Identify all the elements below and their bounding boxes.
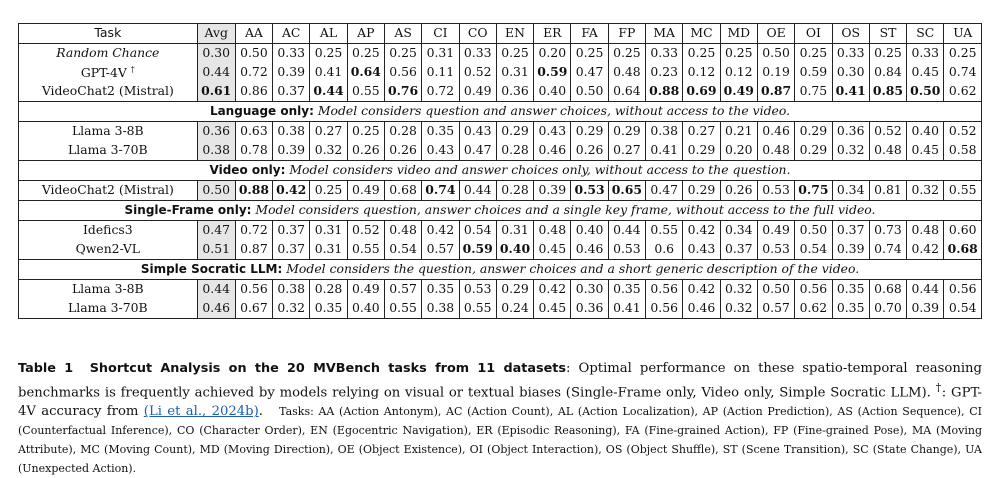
section-header [19, 260, 982, 280]
avg-value: 0.36 [197, 122, 235, 142]
task-value-ap: 0.25 [347, 44, 384, 64]
task-value-al: 0.41 [310, 63, 347, 82]
model-name: VideoChat2 (Mistral) [41, 182, 174, 198]
model-name-cell [19, 44, 198, 64]
task-value-sc: 0.50 [907, 82, 944, 102]
task-value-ma: 0.23 [646, 63, 683, 82]
header-task-sc: SC [907, 24, 944, 44]
task-value-co: 0.44 [459, 181, 496, 201]
task-value-mc: 0.29 [683, 181, 720, 201]
header-task-ma: MA [646, 24, 683, 44]
model-name-cell [19, 63, 198, 82]
task-value-oe: 0.19 [757, 63, 794, 82]
task-value-fp: 0.48 [608, 63, 645, 82]
task-value-er: 0.20 [534, 44, 571, 64]
task-value-ua: 0.52 [944, 122, 982, 142]
avg-value: 0.46 [197, 299, 235, 319]
task-value-md: 0.25 [720, 44, 757, 64]
task-value-al: 0.35 [310, 299, 347, 319]
task-value-ac: 0.39 [273, 141, 310, 161]
task-value-mc: 0.43 [683, 240, 720, 260]
section-header-row [19, 201, 982, 221]
task-value-ac: 0.37 [273, 240, 310, 260]
task-value-aa: 0.88 [235, 181, 272, 201]
task-value-ua: 0.58 [944, 141, 982, 161]
section-header-row [19, 161, 982, 181]
task-value-oe: 0.53 [757, 240, 794, 260]
task-value-ac: 0.42 [273, 181, 310, 201]
task-value-aa: 0.56 [235, 280, 272, 300]
task-value-ac: 0.33 [273, 44, 310, 64]
task-value-md: 0.49 [720, 82, 757, 102]
caption-dagger: † [935, 381, 942, 394]
task-value-sc: 0.45 [907, 63, 944, 82]
task-value-as: 0.55 [384, 299, 421, 319]
task-value-ci: 0.57 [422, 240, 459, 260]
task-value-ci: 0.72 [422, 82, 459, 102]
header-task-co: CO [459, 24, 496, 44]
task-value-sc: 0.45 [907, 141, 944, 161]
model-name-cell [19, 82, 198, 102]
task-value-mc: 0.27 [683, 122, 720, 142]
header-task-os: OS [832, 24, 869, 44]
task-value-er: 0.45 [534, 240, 571, 260]
header-task-fp: FP [608, 24, 645, 44]
avg-value: 0.38 [197, 141, 235, 161]
header-task-er: ER [534, 24, 571, 44]
task-value-oi: 0.29 [795, 141, 832, 161]
table-row [19, 63, 982, 82]
task-value-st: 0.68 [869, 280, 906, 300]
task-value-co: 0.47 [459, 141, 496, 161]
task-value-ap: 0.55 [347, 240, 384, 260]
task-value-as: 0.56 [384, 63, 421, 82]
task-value-en: 0.28 [496, 181, 533, 201]
task-value-ap: 0.40 [347, 299, 384, 319]
task-value-md: 0.20 [720, 141, 757, 161]
task-value-sc: 0.39 [907, 299, 944, 319]
section-header [19, 201, 982, 221]
section-header-row [19, 102, 982, 122]
task-value-co: 0.54 [459, 221, 496, 241]
task-value-ma: 0.41 [646, 141, 683, 161]
task-value-oe: 0.87 [757, 82, 794, 102]
avg-value: 0.44 [197, 63, 235, 82]
task-value-fa: 0.26 [571, 141, 608, 161]
model-name-cell [19, 280, 198, 300]
task-value-ac: 0.38 [273, 280, 310, 300]
task-value-st: 0.52 [869, 122, 906, 142]
task-value-os: 0.34 [832, 181, 869, 201]
task-value-oi: 0.59 [795, 63, 832, 82]
task-value-oe: 0.57 [757, 299, 794, 319]
task-value-os: 0.33 [832, 44, 869, 64]
task-value-mc: 0.29 [683, 141, 720, 161]
task-value-aa: 0.78 [235, 141, 272, 161]
task-value-st: 0.48 [869, 141, 906, 161]
task-value-ua: 0.56 [944, 280, 982, 300]
task-value-st: 0.73 [869, 221, 906, 241]
task-value-er: 0.45 [534, 299, 571, 319]
task-value-en: 0.36 [496, 82, 533, 102]
task-value-co: 0.55 [459, 299, 496, 319]
task-value-ma: 0.88 [646, 82, 683, 102]
task-value-oe: 0.48 [757, 141, 794, 161]
task-value-en: 0.40 [496, 240, 533, 260]
task-value-co: 0.53 [459, 280, 496, 300]
task-value-er: 0.48 [534, 221, 571, 241]
section-header [19, 161, 982, 181]
table-row [19, 280, 982, 300]
header-task-mc: MC [683, 24, 720, 44]
avg-value: 0.50 [197, 181, 235, 201]
task-value-md: 0.21 [720, 122, 757, 142]
task-value-st: 0.81 [869, 181, 906, 201]
task-value-as: 0.76 [384, 82, 421, 102]
task-value-ap: 0.49 [347, 280, 384, 300]
table-row [19, 141, 982, 161]
task-value-mc: 0.25 [683, 44, 720, 64]
table-row [19, 122, 982, 142]
task-value-st: 0.74 [869, 240, 906, 260]
task-value-en: 0.29 [496, 122, 533, 142]
caption-title: Shortcut Analysis on the 20 MVBench tasks from 11 datasets [89, 361, 567, 376]
task-value-oi: 0.50 [795, 221, 832, 241]
model-name-cell [19, 122, 198, 142]
task-value-er: 0.40 [534, 82, 571, 102]
task-value-mc: 0.46 [683, 299, 720, 319]
task-value-er: 0.39 [534, 181, 571, 201]
task-value-sc: 0.44 [907, 280, 944, 300]
task-value-ma: 0.33 [646, 44, 683, 64]
task-value-al: 0.27 [310, 122, 347, 142]
task-value-md: 0.12 [720, 63, 757, 82]
header-task-md: MD [720, 24, 757, 44]
task-value-al: 0.25 [310, 181, 347, 201]
caption-dagger-text: : GPT-4V accuracy from [18, 385, 983, 420]
task-value-ac: 0.37 [273, 82, 310, 102]
task-value-st: 0.25 [869, 44, 906, 64]
task-value-as: 0.54 [384, 240, 421, 260]
task-value-oi: 0.75 [795, 181, 832, 201]
header-task-ap: AP [347, 24, 384, 44]
model-name: Llama 3-70B [68, 142, 148, 158]
avg-value: 0.51 [197, 240, 235, 260]
table-caption [18, 359, 982, 478]
task-value-fp: 0.44 [608, 221, 645, 241]
task-value-as: 0.48 [384, 221, 421, 241]
task-value-os: 0.41 [832, 82, 869, 102]
section-label: Simple Socratic LLM: [140, 262, 283, 277]
task-value-co: 0.59 [459, 240, 496, 260]
task-value-ac: 0.39 [273, 63, 310, 82]
model-name: Idefics3 [83, 222, 133, 238]
task-value-ua: 0.60 [944, 221, 982, 241]
task-value-ac: 0.37 [273, 221, 310, 241]
task-value-oe: 0.50 [757, 280, 794, 300]
model-name-cell [19, 240, 198, 260]
task-value-al: 0.31 [310, 221, 347, 241]
task-value-ua: 0.62 [944, 82, 982, 102]
task-value-md: 0.34 [720, 221, 757, 241]
task-value-er: 0.43 [534, 122, 571, 142]
task-value-mc: 0.42 [683, 221, 720, 241]
task-value-aa: 0.72 [235, 63, 272, 82]
model-name: Llama 3-70B [68, 300, 148, 316]
header-task-ua: UA [944, 24, 982, 44]
table-header-row [19, 24, 982, 44]
task-value-ap: 0.26 [347, 141, 384, 161]
task-value-fa: 0.25 [571, 44, 608, 64]
model-name-cell [19, 221, 198, 241]
task-value-ua: 0.74 [944, 63, 982, 82]
header-task: Task [19, 24, 198, 44]
model-name: Llama 3-8B [71, 281, 144, 297]
task-value-ap: 0.25 [347, 122, 384, 142]
task-value-md: 0.26 [720, 181, 757, 201]
task-value-sc: 0.40 [907, 122, 944, 142]
task-value-fp: 0.41 [608, 299, 645, 319]
section-label: Video only: [209, 163, 286, 178]
table-body [19, 44, 982, 319]
task-value-ci: 0.35 [422, 280, 459, 300]
task-value-aa: 0.86 [235, 82, 272, 102]
table-row [19, 44, 982, 64]
task-value-en: 0.24 [496, 299, 533, 319]
task-value-sc: 0.33 [907, 44, 944, 64]
task-value-ci: 0.11 [422, 63, 459, 82]
avg-value: 0.61 [197, 82, 235, 102]
task-value-ap: 0.52 [347, 221, 384, 241]
task-value-fa: 0.50 [571, 82, 608, 102]
task-value-ap: 0.64 [347, 63, 384, 82]
task-value-fa: 0.36 [571, 299, 608, 319]
task-value-ma: 0.47 [646, 181, 683, 201]
task-value-er: 0.42 [534, 280, 571, 300]
task-value-os: 0.32 [832, 141, 869, 161]
header-task-en: EN [496, 24, 533, 44]
task-value-st: 0.85 [869, 82, 906, 102]
task-value-al: 0.28 [310, 280, 347, 300]
header-task-ac: AC [273, 24, 310, 44]
task-value-st: 0.84 [869, 63, 906, 82]
shortcut-analysis-table [18, 23, 982, 319]
model-name: Qwen2-VL [75, 241, 141, 257]
task-value-os: 0.35 [832, 299, 869, 319]
header-task-al: AL [310, 24, 347, 44]
task-value-ma: 0.38 [646, 122, 683, 142]
task-value-co: 0.52 [459, 63, 496, 82]
task-value-co: 0.49 [459, 82, 496, 102]
task-value-sc: 0.48 [907, 221, 944, 241]
task-value-co: 0.33 [459, 44, 496, 64]
task-value-fp: 0.53 [608, 240, 645, 260]
task-value-ci: 0.38 [422, 299, 459, 319]
task-value-st: 0.70 [869, 299, 906, 319]
task-value-en: 0.25 [496, 44, 533, 64]
task-value-fa: 0.29 [571, 122, 608, 142]
task-value-as: 0.28 [384, 122, 421, 142]
task-value-oi: 0.25 [795, 44, 832, 64]
task-value-ma: 0.6 [646, 240, 683, 260]
task-value-md: 0.32 [720, 280, 757, 300]
table-row [19, 240, 982, 260]
task-value-er: 0.46 [534, 141, 571, 161]
task-value-sc: 0.42 [907, 240, 944, 260]
task-value-oi: 0.29 [795, 122, 832, 142]
task-value-aa: 0.50 [235, 44, 272, 64]
task-value-ap: 0.55 [347, 82, 384, 102]
task-value-as: 0.25 [384, 44, 421, 64]
task-value-oi: 0.56 [795, 280, 832, 300]
header-task-ci: CI [422, 24, 459, 44]
task-value-fp: 0.65 [608, 181, 645, 201]
task-value-fa: 0.46 [571, 240, 608, 260]
task-value-oe: 0.53 [757, 181, 794, 201]
task-value-ci: 0.74 [422, 181, 459, 201]
task-value-ci: 0.43 [422, 141, 459, 161]
task-value-ap: 0.49 [347, 181, 384, 201]
header-task-fa: FA [571, 24, 608, 44]
task-value-en: 0.31 [496, 63, 533, 82]
task-value-aa: 0.72 [235, 221, 272, 241]
model-name: VideoChat2 (Mistral) [41, 83, 174, 99]
task-value-as: 0.26 [384, 141, 421, 161]
task-value-oi: 0.75 [795, 82, 832, 102]
avg-value: 0.44 [197, 280, 235, 300]
section-header-row [19, 260, 982, 280]
section-header [19, 102, 982, 122]
task-value-ua: 0.54 [944, 299, 982, 319]
task-value-fa: 0.53 [571, 181, 608, 201]
task-value-fp: 0.27 [608, 141, 645, 161]
task-value-aa: 0.63 [235, 122, 272, 142]
task-value-oe: 0.49 [757, 221, 794, 241]
task-value-ma: 0.55 [646, 221, 683, 241]
task-value-md: 0.37 [720, 240, 757, 260]
task-value-co: 0.43 [459, 122, 496, 142]
model-name-cell [19, 181, 198, 201]
task-value-al: 0.25 [310, 44, 347, 64]
header-avg: Avg [197, 24, 235, 44]
avg-value: 0.30 [197, 44, 235, 64]
task-value-ua: 0.68 [944, 240, 982, 260]
header-task-oi: OI [795, 24, 832, 44]
task-value-en: 0.28 [496, 141, 533, 161]
caption-main-text: : Optimal performance on these spatio-temporal reasoning benchmarks is frequently achieved by models relying on visual or textual biases (Single-Frame only, Video only, Simple Socratic LLM). [18, 361, 982, 401]
task-value-fp: 0.25 [608, 44, 645, 64]
header-task-st: ST [869, 24, 906, 44]
task-value-mc: 0.12 [683, 63, 720, 82]
header-task-as: AS [384, 24, 421, 44]
caption-period: . [258, 404, 263, 420]
task-value-os: 0.35 [832, 280, 869, 300]
task-value-mc: 0.42 [683, 280, 720, 300]
task-value-as: 0.57 [384, 280, 421, 300]
task-value-aa: 0.87 [235, 240, 272, 260]
task-value-al: 0.31 [310, 240, 347, 260]
task-value-al: 0.44 [310, 82, 347, 102]
task-value-ac: 0.38 [273, 122, 310, 142]
task-value-fa: 0.40 [571, 221, 608, 241]
header-task-oe: OE [757, 24, 794, 44]
task-value-aa: 0.67 [235, 299, 272, 319]
model-name-cell [19, 141, 198, 161]
section-description: Model considers question, answer choices and a single key frame, without access to the full video. [255, 202, 876, 218]
task-value-er: 0.59 [534, 63, 571, 82]
task-value-oe: 0.50 [757, 44, 794, 64]
caption-tasks-legend: Tasks: AA (Action Antonym), AC (Action Count), AL (Action Localization), AP (Action Prediction), AS (Action Sequence), CI (Counterfactual Inference), CO (Character Order), EN (Egocentric Navigation), ER (Episodic Reasoning), FA (Fine-grained Action), FP (Fine-grained Pose), MA (Moving Attribute), MC (Moving Count), MD (Moving Direction), OE (Object Existence), OI (Object Interaction), OS (Object Shuffle), ST (Scene Transition), SC (State Change), UA (Unexpected Action). [18, 405, 982, 476]
task-value-md: 0.32 [720, 299, 757, 319]
task-value-fp: 0.64 [608, 82, 645, 102]
header-task-aa: AA [235, 24, 272, 44]
task-value-as: 0.68 [384, 181, 421, 201]
results-table-container [18, 23, 982, 319]
model-name: GPT-4V [80, 64, 127, 80]
citation-link[interactable]: (Li et al., 2024b) [143, 404, 259, 420]
task-value-ua: 0.55 [944, 181, 982, 201]
task-value-fp: 0.35 [608, 280, 645, 300]
task-value-al: 0.32 [310, 141, 347, 161]
task-value-fa: 0.30 [571, 280, 608, 300]
table-row [19, 82, 982, 102]
section-description: Model considers question and answer choices, without access to the video. [317, 103, 791, 119]
task-value-ua: 0.25 [944, 44, 982, 64]
avg-value: 0.47 [197, 221, 235, 241]
model-name: Llama 3-8B [71, 123, 144, 139]
table-row [19, 181, 982, 201]
task-value-ci: 0.35 [422, 122, 459, 142]
task-value-fp: 0.29 [608, 122, 645, 142]
section-label: Single-Frame only: [124, 203, 252, 218]
task-value-oi: 0.54 [795, 240, 832, 260]
table-row [19, 221, 982, 241]
task-value-sc: 0.32 [907, 181, 944, 201]
task-value-mc: 0.69 [683, 82, 720, 102]
task-value-os: 0.39 [832, 240, 869, 260]
model-name: Random Chance [56, 45, 160, 61]
model-name-cell [19, 299, 198, 319]
task-value-os: 0.37 [832, 221, 869, 241]
task-value-os: 0.36 [832, 122, 869, 142]
caption-label: Table 1 Shortcut Analysis on the 20 MVBench tasks from 11 datasets [18, 361, 567, 376]
section-description: Model considers the question, answer choices and a short generic description of the video. [286, 261, 860, 277]
task-value-os: 0.30 [832, 63, 869, 82]
table-row [19, 299, 982, 319]
task-value-en: 0.29 [496, 280, 533, 300]
task-value-oe: 0.46 [757, 122, 794, 142]
task-value-en: 0.31 [496, 221, 533, 241]
section-description: Model considers video and answer choices only, without access to the question. [289, 162, 791, 178]
task-value-fa: 0.47 [571, 63, 608, 82]
task-value-ac: 0.32 [273, 299, 310, 319]
dagger-mark: † [130, 64, 135, 74]
task-value-ma: 0.56 [646, 299, 683, 319]
section-label: Language only: [209, 104, 314, 119]
task-value-ci: 0.31 [422, 44, 459, 64]
task-value-ma: 0.56 [646, 280, 683, 300]
task-value-ci: 0.42 [422, 221, 459, 241]
task-value-oi: 0.62 [795, 299, 832, 319]
